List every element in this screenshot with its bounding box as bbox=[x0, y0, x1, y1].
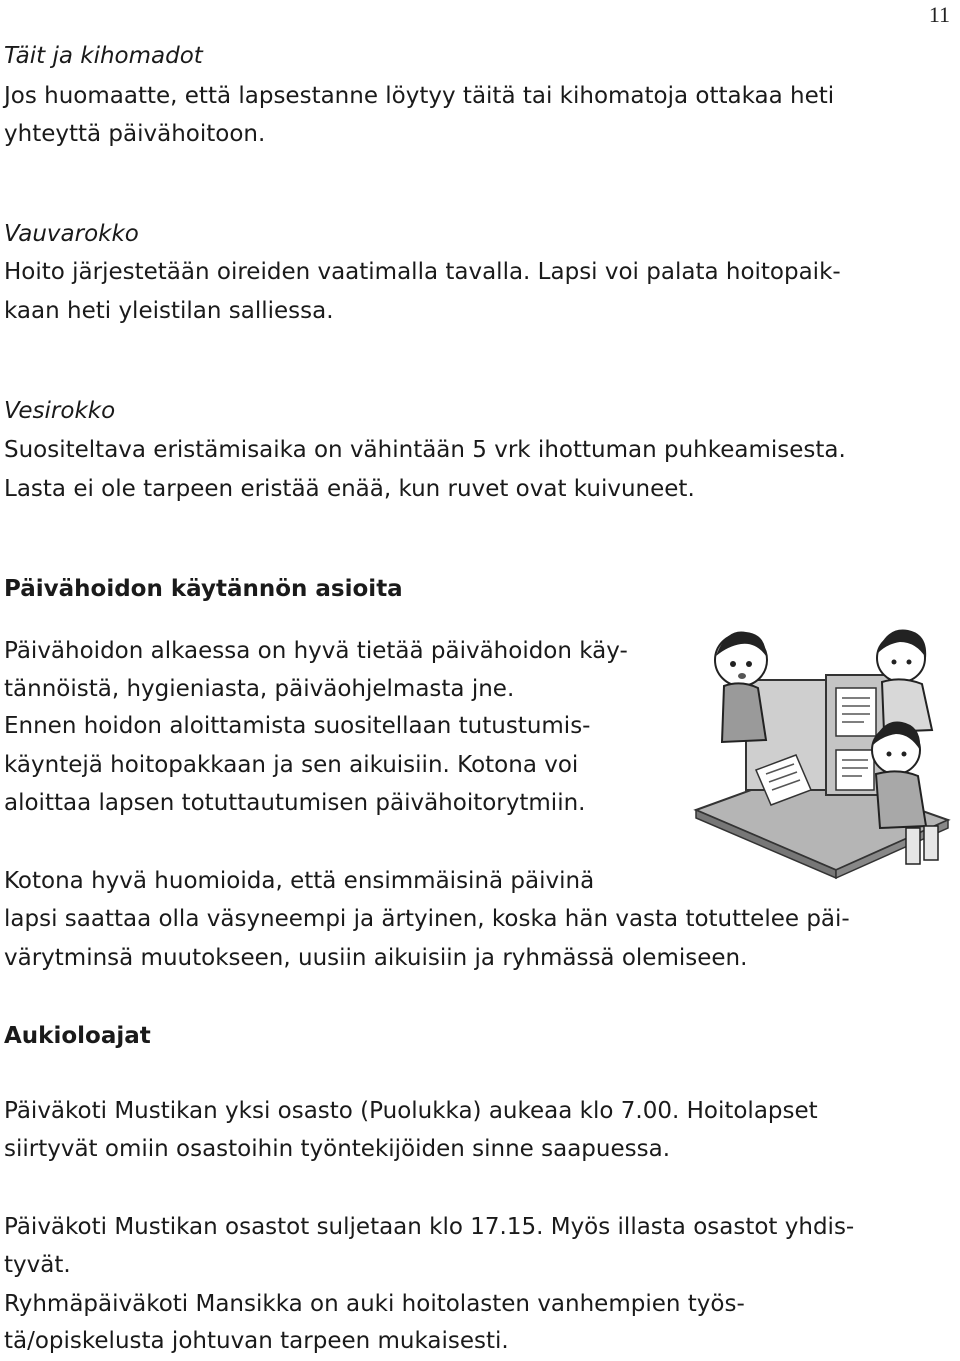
paragraph-line: tyvät. bbox=[4, 1252, 71, 1278]
paragraph-line: Ryhmäpäiväkoti Mansikka on auki hoitolasten vanhempien työs- bbox=[4, 1291, 745, 1317]
paragraph-line: tännöistä, hygieniasta, päiväohjelmasta jne. bbox=[4, 676, 515, 702]
paragraph-line: Lasta ei ole tarpeen eristää enää, kun ruvet ovat kuivuneet. bbox=[4, 476, 695, 502]
paragraph-line: yhteyttä päivähoitoon. bbox=[4, 121, 266, 147]
paragraph-line: Päivähoidon alkaessa on hyvä tietää päivähoidon käy- bbox=[4, 638, 628, 664]
children-bulletin-board-illustration bbox=[686, 620, 954, 882]
heading-aukioloajat: Aukioloajat bbox=[4, 1023, 151, 1049]
page-number: 11 bbox=[928, 2, 950, 27]
heading-vesirokko: Vesirokko bbox=[4, 398, 116, 424]
heading-taitkihomadot: Täit ja kihomadot bbox=[4, 43, 203, 69]
paragraph-line: Suositeltava eristämisaika on vähintään 5 vrk ihottuman puhkeamisesta. bbox=[4, 437, 846, 463]
paragraph-line: Ennen hoidon aloittamista suositellaan tutustumis- bbox=[4, 713, 591, 739]
paragraph-line: värytminsä muutokseen, uusiin aikuisiin ja ryhmässä olemiseen. bbox=[4, 945, 748, 971]
paragraph-line: Päiväkoti Mustikan yksi osasto (Puolukka) aukeaa klo 7.00. Hoitolapset bbox=[4, 1098, 818, 1124]
paragraph-line: Kotona hyvä huomioida, että ensimmäisinä päivinä bbox=[4, 868, 595, 894]
paragraph-line: Jos huomaatte, että lapsestanne löytyy täitä tai kihomatoja ottakaa heti bbox=[4, 83, 835, 109]
paragraph-line: käyntejä hoitopakkaan ja sen aikuisiin. Kotona voi bbox=[4, 752, 579, 778]
paragraph-line: aloittaa lapsen totuttautumisen päivähoitorytmiin. bbox=[4, 790, 586, 816]
paragraph-line: Päiväkoti Mustikan osastot suljetaan klo 17.15. Myös illasta osastot yhdis- bbox=[4, 1214, 855, 1240]
heading-vauvarokko: Vauvarokko bbox=[4, 221, 139, 247]
paragraph-line: kaan heti yleistilan salliessa. bbox=[4, 298, 334, 324]
paragraph-line: Hoito järjestetään oireiden vaatimalla tavalla. Lapsi voi palata hoitopaik- bbox=[4, 259, 841, 285]
paragraph-line: tä/opiskelusta johtuvan tarpeen mukaisesti. bbox=[4, 1328, 509, 1354]
paragraph-line: lapsi saattaa olla väsyneempi ja ärtyinen, koska hän vasta totuttelee päi- bbox=[4, 906, 850, 932]
paragraph-line: siirtyvät omiin osastoihin työntekijöiden sinne saapuessa. bbox=[4, 1136, 671, 1162]
heading-kaytannon: Päivähoidon käytännön asioita bbox=[4, 576, 403, 602]
